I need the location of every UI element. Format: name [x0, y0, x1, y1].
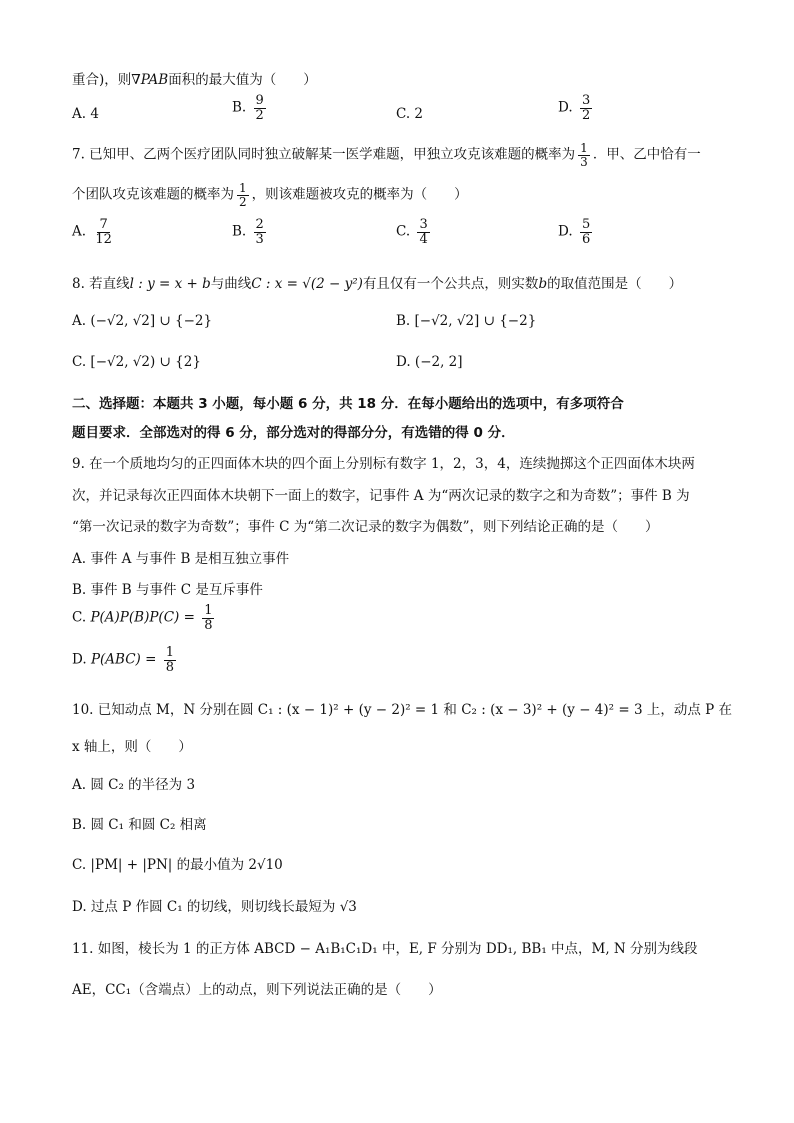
q7-line1-text: 7. 已知甲、乙两个医疗团队同时独立破解某一医学难题，甲独立攻克该难题的概率为: [72, 146, 576, 163]
q10-stem-line1: 10. 已知动点 M，N 分别在圆 C₁ : (x − 1)² + (y − 2)² = 1 和 C₂ : (x − 3)² + (y − 4)² = 3 上，动点 P 在: [72, 702, 733, 718]
q7-option-d-label: D.: [558, 223, 573, 240]
q6-tail-suffix: 面积的最大值为（ ）: [168, 72, 317, 88]
q8-prefix: 8. 若直线: [72, 276, 130, 292]
q11-stem-line2: AE，CC₁（含端点）上的动点，则下列说法正确的是（ ）: [72, 982, 442, 998]
q9-option-a: A. 事件 A 与事件 B 是相互独立事件: [72, 551, 290, 567]
q10-stem-line2: x 轴上，则（ ）: [72, 739, 192, 755]
q7-option-c-den: 4: [419, 231, 428, 247]
q9-stem-line3: “第一次记录的数字为奇数”；事件 C 为“第二次记录的数字为偶数”，则下列结论正确的是（ ）: [72, 519, 659, 535]
q7-line2-suffix: ，则该难题被攻克的概率为（ ）: [251, 186, 468, 203]
q8-line-equation: l : y = x + b: [129, 276, 211, 292]
q6-option-d: [558, 94, 595, 122]
q7-line2-fraction: [237, 182, 249, 208]
q8-variable: b: [538, 276, 548, 292]
q10-option-a: A. 圆 C₂ 的半径为 3: [72, 777, 196, 793]
q7-stem-line1: [72, 142, 701, 168]
q7-option-d-den: 6: [581, 231, 591, 247]
q8-suffix: 有且仅有一个公共点，则实数: [362, 276, 539, 292]
q9-option-d-den: 8: [165, 659, 174, 675]
q7-option-b-label: B.: [232, 223, 247, 240]
q9-option-c-fraction: [202, 604, 214, 632]
q7-line1-suffix: ．甲、乙中恰有一: [592, 146, 701, 163]
q7-option-c: [396, 218, 433, 246]
q6-option-b-num: 9: [255, 93, 264, 108]
q9-stem-line2: 次，并记录每次正四面体木块朝下一面上的数字，记事件 A 为“两次记录的数字之和为奇数”；事件 B 为: [72, 488, 690, 504]
q7-option-c-num: 3: [419, 217, 428, 232]
q7-option-d-fraction: [580, 218, 592, 246]
q8-mid: 与曲线: [210, 276, 252, 292]
q9-option-c: [72, 604, 217, 632]
q7-stem-line2: [72, 182, 468, 208]
q9-option-d-expr: P(ABC) =: [90, 651, 157, 668]
q6-option-d-label: D.: [558, 99, 573, 116]
q7-option-d-num: 5: [581, 217, 591, 232]
q7-option-c-fraction: [417, 218, 429, 246]
q7-line2-den: 2: [239, 194, 247, 209]
q7-option-c-label: C.: [396, 223, 411, 240]
q9-option-d-fraction: [164, 646, 176, 674]
q9-option-c-num: 1: [204, 603, 213, 618]
section2-heading-line1: 二、选择题：本题共 3 小题，每小题 6 分，共 18 分．在每小题给出的选项中，有多项符合: [72, 396, 624, 412]
q8-option-b: B. [−√2, √2] ∪ {−2}: [396, 313, 537, 329]
q9-option-b: B. 事件 B 与事件 C 是互斥事件: [72, 582, 263, 598]
q9-option-d-num: 1: [165, 645, 174, 660]
q6-option-b-den: 2: [255, 107, 264, 123]
q9-option-c-label: C.: [72, 609, 87, 626]
q8-option-c: C. [−√2, √2) ∪ {2}: [72, 354, 201, 370]
q6-option-b-label: B.: [232, 99, 247, 116]
q9-option-d-label: D.: [72, 651, 87, 668]
q8-stem: [72, 272, 682, 292]
q7-option-b: [232, 218, 269, 246]
q7-line1-fraction: [578, 142, 590, 168]
q7-option-b-num: 2: [255, 217, 264, 232]
q10-option-c: C. |PM| + |PN| 的最小值为 2√10: [72, 857, 283, 873]
section2-heading-line2: 题目要求．全部选对的得 6 分，部分选对的得部分分，有选错的得 0 分．: [72, 425, 515, 441]
q7-option-b-den: 3: [255, 231, 264, 247]
q6-option-d-fraction: [580, 94, 592, 122]
q9-stem-line1: 9. 在一个质地均匀的正四面体木块的四个面上分别标有数字 1，2，3，4，连续抛掷这个正四面体木块两: [72, 456, 695, 472]
q7-option-a-label: A.: [72, 223, 87, 240]
q10-option-d: D. 过点 P 作圆 C₁ 的切线，则切线长最短为 √3: [72, 899, 357, 915]
q6-option-b: [232, 94, 269, 122]
q8-end: 的取值范围是（ ）: [547, 276, 683, 292]
q10-option-b: B. 圆 C₁ 和圆 C₂ 相离: [72, 817, 207, 833]
q7-option-d: [558, 218, 595, 246]
q7-line1-num: 1: [580, 141, 588, 155]
q9-option-c-expr: P(A)P(B)P(C) =: [90, 609, 195, 626]
q7-line1-den: 3: [580, 154, 588, 169]
q8-curve-equation: C : x = √(2 − y²): [251, 276, 363, 292]
q7-option-a-fraction: [93, 218, 114, 246]
q6-option-d-den: 2: [581, 107, 591, 123]
q6-option-a: A. 4: [72, 106, 99, 122]
q7-line2-prefix: 个团队攻克该难题的概率为: [72, 186, 234, 203]
q8-option-a: A. (−√2, √2] ∪ {−2}: [72, 313, 213, 329]
q7-option-a-den: 12: [95, 231, 112, 247]
q9-option-c-den: 8: [204, 617, 213, 633]
q7-option-a: [72, 218, 117, 246]
q8-option-d: D. (−2, 2]: [396, 354, 463, 370]
q7-option-a-num: 7: [99, 217, 108, 232]
q6-tail-math: ∇PAB: [131, 72, 169, 88]
q6-stem-tail: [72, 68, 317, 88]
q6-tail-prefix: 重合)，则: [72, 72, 132, 88]
q6-option-b-fraction: [254, 94, 266, 122]
q7-line2-num: 1: [239, 181, 247, 195]
q9-option-d: [72, 646, 179, 674]
q6-option-c: C. 2: [396, 106, 424, 122]
q6-option-d-num: 3: [581, 93, 591, 108]
q7-option-b-fraction: [254, 218, 266, 246]
q11-stem-line1: 11. 如图，棱长为 1 的正方体 ABCD − A₁B₁C₁D₁ 中，E, F 分别为 DD₁, BB₁ 中点，M, N 分别为线段: [72, 941, 698, 957]
